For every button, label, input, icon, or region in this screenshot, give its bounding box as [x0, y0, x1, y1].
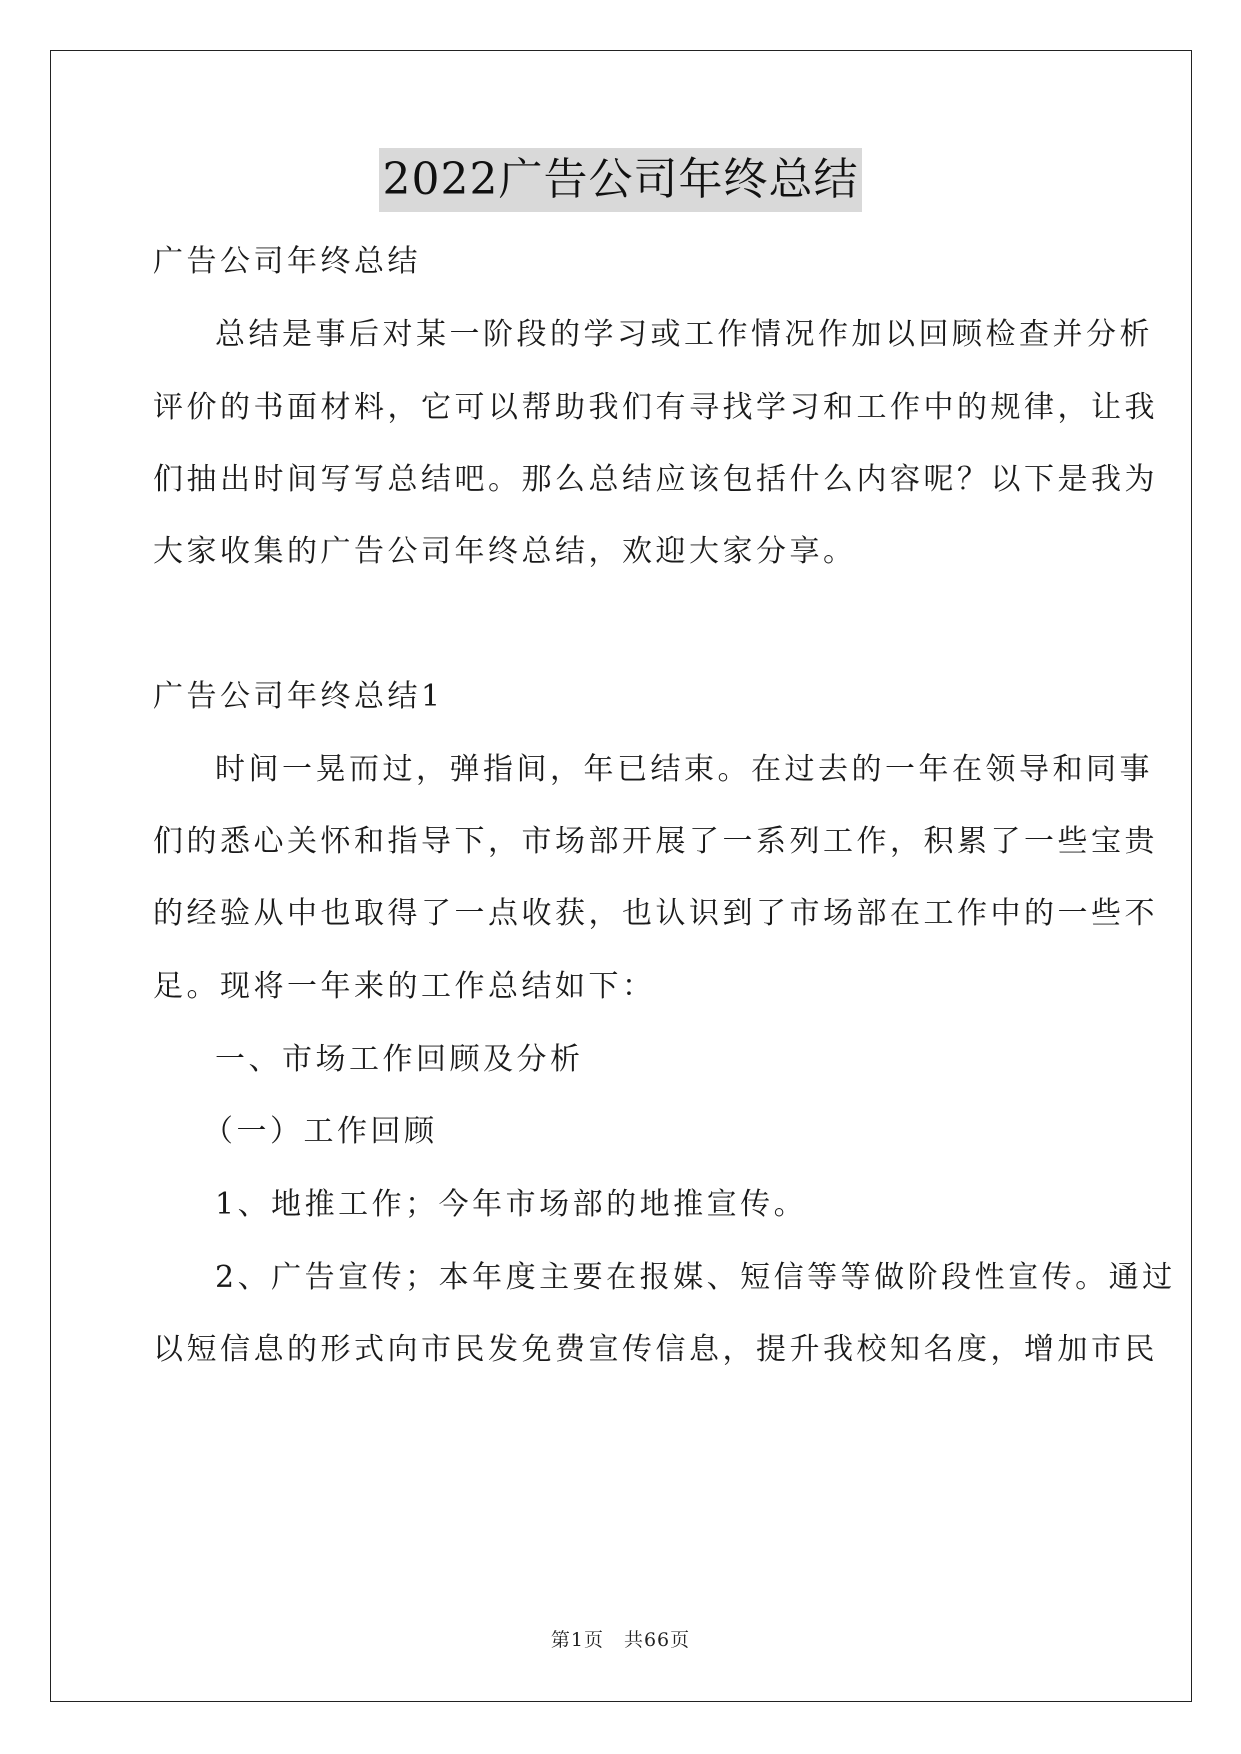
paragraph-line: 足。现将一年来的工作总结如下：	[153, 969, 656, 1004]
subsection-heading: 一、市场工作回顾及分析	[215, 1042, 584, 1077]
subsection-heading: （一）工作回顾	[203, 1114, 438, 1149]
paragraph-line: 大家收集的广告公司年终总结，欢迎大家分享。	[153, 534, 857, 569]
page-border	[50, 50, 1192, 1702]
paragraph-line: 时间一晃而过，弹指间，年已结束。在过去的一年在领导和同事	[215, 752, 1153, 787]
list-item: 2、广告宣传；本年度主要在报媒、短信等等做阶段性宣传。通过	[215, 1260, 1176, 1295]
section-heading: 广告公司年终总结1	[153, 679, 444, 714]
list-item: 1、地推工作；今年市场部的地推宣传。	[215, 1187, 808, 1222]
paragraph-line: 总结是事后对某一阶段的学习或工作情况作加以回顾检查并分析	[215, 317, 1153, 352]
paragraph-line: 评价的书面材料，它可以帮助我们有寻找学习和工作中的规律，让我	[153, 390, 1158, 425]
page-footer: 第1页 共66页	[550, 1629, 691, 1651]
paragraph-line: 的经验从中也取得了一点收获，也认识到了市场部在工作中的一些不	[153, 896, 1158, 931]
title-container	[0, 148, 1241, 212]
paragraph-line: 们的悉心关怀和指导下，市场部开展了一系列工作，积累了一些宝贵	[153, 824, 1158, 859]
subtitle-line: 广告公司年终总结	[153, 244, 421, 279]
paragraph-line: 以短信息的形式向市民发免费宣传信息，提升我校知名度，增加市民	[153, 1332, 1158, 1367]
paragraph-line: 们抽出时间写写总结吧。那么总结应该包括什么内容呢？以下是我为	[153, 462, 1158, 497]
document-title: 2022广告公司年终总结	[379, 148, 863, 212]
